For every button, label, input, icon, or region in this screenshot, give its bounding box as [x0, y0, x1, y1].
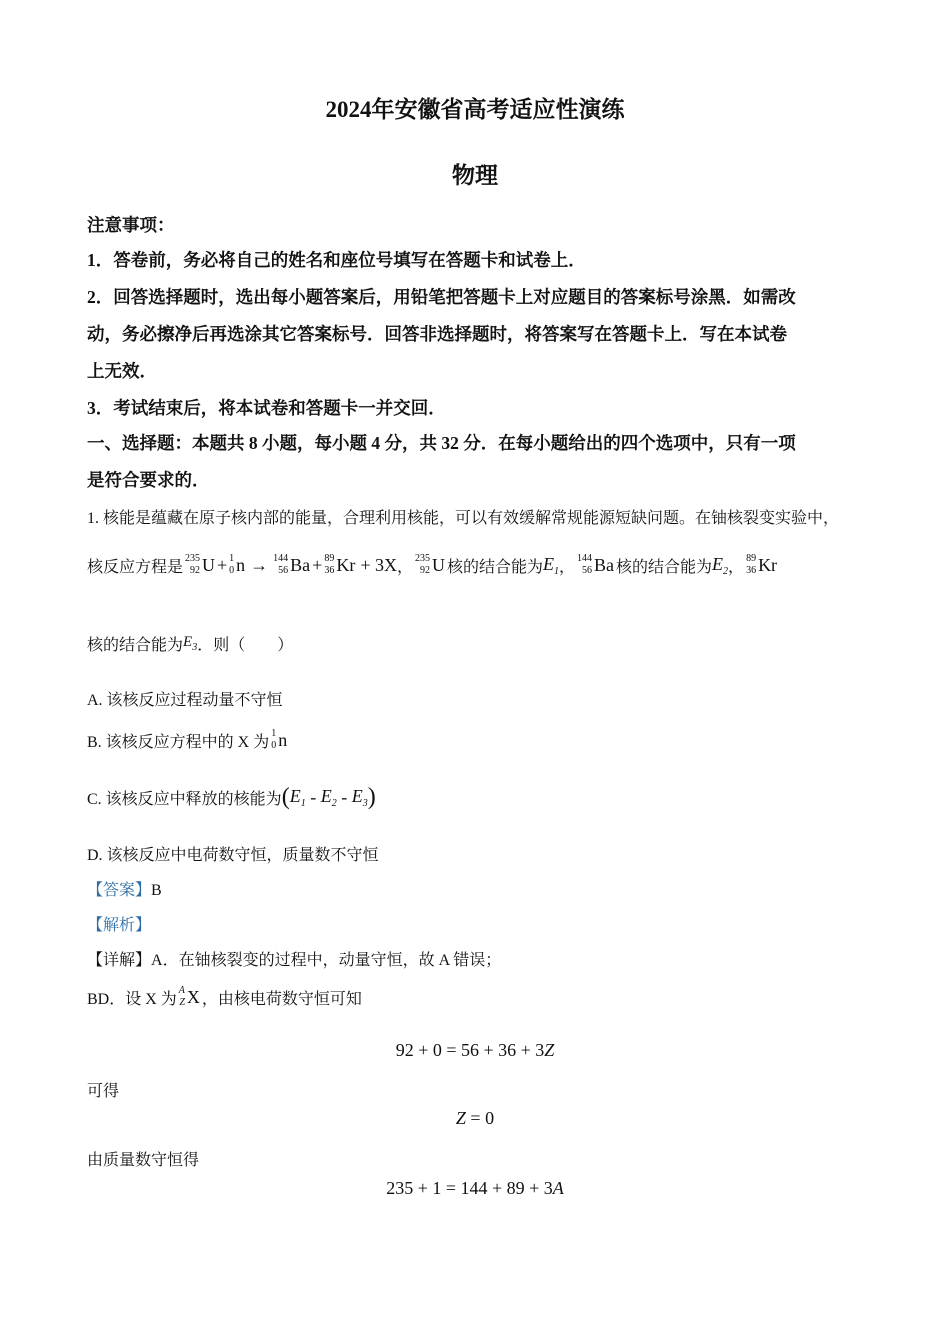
element-symbol: U [432, 554, 445, 575]
analysis-label: 【解析】 [87, 917, 152, 934]
krypton-nuclide [324, 553, 355, 577]
charge-number: 56 [582, 565, 593, 576]
charge-number: 92 [420, 565, 430, 576]
equation-right: = 0 [465, 1108, 495, 1128]
detail-label: 【详解】 [87, 952, 152, 969]
neutron-nuclide [271, 728, 287, 752]
bd-line [87, 985, 362, 1009]
element-symbol: Kr [758, 554, 778, 575]
uranium-nuclide [185, 553, 215, 577]
kede-label: 可得 [87, 1083, 120, 1100]
variable-a: A [552, 1178, 564, 1198]
energy-subscript: 3 [192, 642, 198, 653]
energy-symbol: E [712, 553, 724, 574]
charge-number: 56 [278, 565, 289, 576]
element-symbol: n [236, 554, 246, 575]
subject-title: 物理 [452, 163, 498, 188]
released-energy-expression [282, 784, 376, 811]
element-symbol: n [278, 729, 288, 750]
binding-energy-label: 核的结合能为 [87, 637, 184, 654]
section-heading-line2: 是符合要求的． [87, 470, 210, 490]
energy-symbol: E [351, 786, 363, 806]
question-1-stem-line1: 1. 核能是蕴藏在原子核内部的能量，合理利用核能，可以有效缓解常规能源短缺问题。在铀核裂变实验中， [87, 510, 840, 527]
element-symbol: X [186, 986, 200, 1007]
energy-symbol: E [543, 553, 555, 574]
energy-subscript: 1 [300, 798, 306, 809]
uranium-nuclide [415, 553, 445, 577]
plus-sign: + [217, 554, 228, 575]
detail-a-text: A．在铀核裂变的过程中，动量守恒，故 A 错误； [151, 952, 502, 969]
variable-z: Z [544, 1040, 555, 1060]
energy-subscript: 2 [331, 798, 337, 809]
stem-prefix: 核反应方程是 [87, 558, 184, 576]
notice-item-2-line2: 动，务必擦净后再选涂其它答案标号．回答非选择题时，将答案写在答题卡上．写在本试卷 [87, 324, 787, 344]
option-d: D. 该核反应中电荷数守恒，质量数不守恒 [87, 847, 379, 864]
option-c-text: C. 该核反应中释放的核能为 [87, 791, 282, 808]
equation-tail: + 3X [360, 554, 397, 575]
neutron-nuclide [229, 553, 245, 577]
notice-item-2-line1: 2．回答选择题时，选出每小题答案后，用铅笔把答题卡上对应题目的答案标号涂黑．如需改 [87, 287, 796, 307]
mass-number: 1 [229, 553, 235, 564]
option-b [87, 728, 289, 752]
mass-number: 144 [273, 553, 289, 564]
answer-label: 【答案】 [87, 882, 152, 899]
option-b-text: B. 该核反应方程中的 X 为 [87, 733, 270, 751]
barium-nuclide [577, 553, 614, 577]
x-nuclide [179, 985, 200, 1009]
question-1-stem-line2 [87, 553, 779, 577]
mass-conservation-label: 由质量数守恒得 [87, 1152, 200, 1169]
charge-number: 0 [271, 740, 277, 751]
comma: ， [396, 558, 413, 576]
element-symbol: Ba [594, 554, 615, 575]
energy-symbol: E [289, 786, 301, 806]
element-symbol: Kr [336, 554, 356, 575]
notice-item-2-line3: 上无效． [87, 361, 157, 381]
left-paren: ( [281, 784, 290, 810]
answer-line [87, 877, 162, 900]
section-heading-line1: 一、选择题：本题共 8 小题，每小题 4 分，共 32 分．在每小题给出的四个选项中，只有一项 [87, 433, 796, 453]
minus-sign: - [336, 787, 352, 807]
notice-heading: 注意事项： [87, 215, 175, 235]
mass-number: 144 [577, 553, 593, 564]
answer-value: B [151, 882, 162, 899]
notice-item-3: 3．考试结束后，将本试卷和答题卡一并交回． [87, 398, 446, 418]
plus-sign: + [312, 554, 323, 575]
energy-subscript: 2 [723, 565, 729, 577]
binding-energy-label: 核的结合能为 [447, 558, 544, 576]
mass-number: 1 [271, 728, 277, 739]
nuclear-equation [183, 553, 397, 577]
mass-number: A [178, 985, 185, 996]
mass-number: 89 [746, 553, 757, 564]
question-1-stem-line3 [87, 632, 293, 655]
energy-e3 [183, 634, 197, 653]
comma: ， [728, 558, 745, 576]
charge-number: 36 [324, 565, 335, 576]
binding-energy-label: 核的结合能为 [616, 558, 713, 576]
variable-z: Z [455, 1108, 466, 1128]
reaction-arrow: → [250, 554, 269, 575]
energy-e1 [543, 554, 559, 577]
charge-number: 0 [229, 565, 235, 576]
krypton-nuclide [746, 553, 777, 577]
z-result [0, 1108, 950, 1129]
mass-equation [0, 1178, 950, 1199]
mass-number: 235 [185, 553, 201, 564]
bd-text-tail: ，由核电荷数守恒可知 [201, 990, 362, 1008]
energy-subscript: 1 [554, 565, 560, 577]
option-c [87, 784, 376, 811]
energy-subscript: 3 [362, 798, 368, 809]
charge-equation [0, 1040, 950, 1061]
charge-number: 92 [190, 565, 201, 576]
comma: ， [559, 558, 576, 576]
element-symbol: U [202, 554, 216, 575]
energy-symbol: E [320, 786, 332, 806]
notice-item-1: 1．答卷前，务必将自己的姓名和座位号填写在答题卡和试卷上． [87, 250, 586, 270]
right-paren: ) [367, 784, 376, 810]
question-prompt: ．则（ ） [197, 637, 294, 654]
barium-nuclide [273, 553, 310, 577]
bd-text: BD．设 X 为 [87, 990, 177, 1008]
equation-left: 235 + 1 = 144 + 89 + 3 [386, 1178, 553, 1198]
detail-line [87, 947, 501, 970]
minus-sign: - [305, 787, 321, 807]
energy-symbol: E [183, 634, 193, 650]
equation-left: 92 + 0 = 56 + 36 + 3 [395, 1040, 545, 1060]
energy-e2 [712, 554, 728, 577]
option-a: A. 该核反应过程动量不守恒 [87, 692, 283, 709]
charge-number: Z [179, 997, 185, 1008]
exam-title: 2024年安徽省高考适应性演练 [325, 97, 625, 122]
element-symbol: Ba [290, 554, 311, 575]
mass-number: 235 [415, 553, 430, 564]
charge-number: 36 [746, 565, 757, 576]
mass-number: 89 [324, 553, 335, 564]
